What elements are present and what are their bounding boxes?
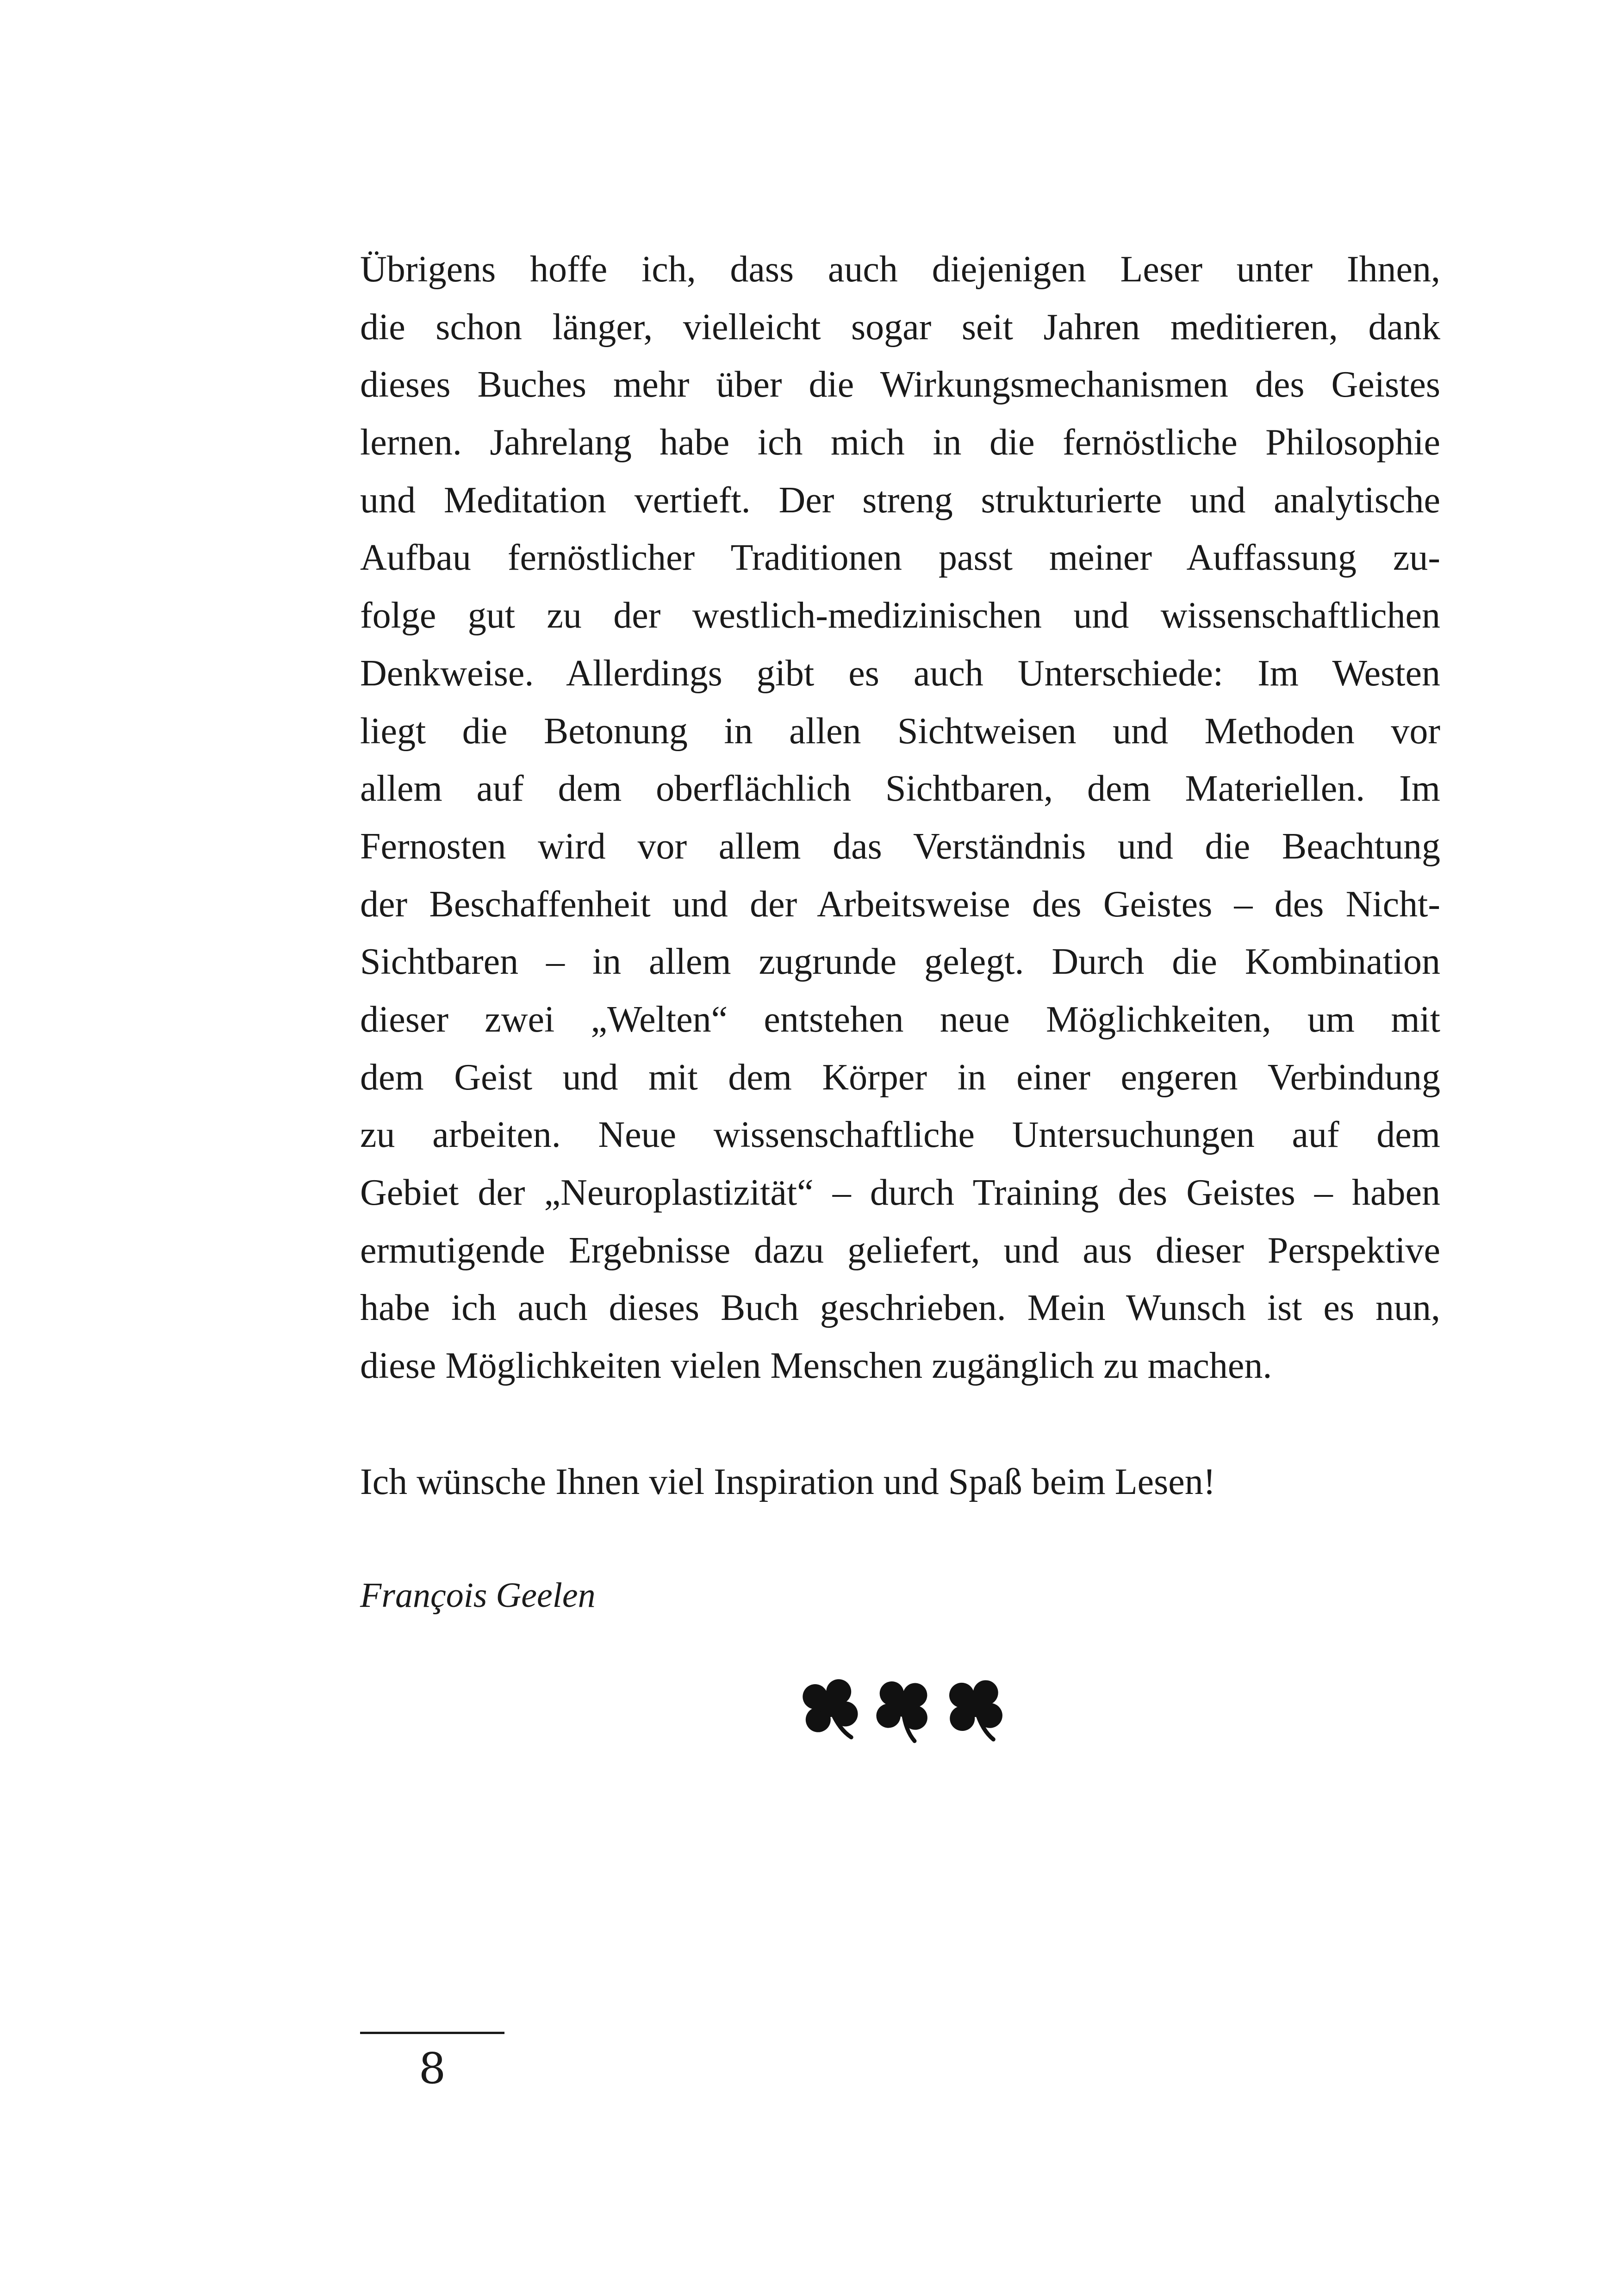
text-line: die schon länger, vielleicht sogar seit Jahren meditieren, dank: [360, 306, 1440, 348]
text-line: und Meditation vertieft. Der streng strukturierte und analytische: [360, 479, 1440, 521]
text-line: dem Geist und mit dem Körper in einer engeren Verbindung: [360, 1057, 1440, 1098]
text-line: allem auf dem oberflächlich Sichtbaren, dem Materiellen. Im: [360, 768, 1440, 809]
text-line: Fernosten wird vor allem das Verständnis und die Beachtung: [360, 826, 1440, 867]
text-line: Denkweise. Allerdings gibt es auch Unterschiede: Im Westen: [360, 653, 1440, 694]
text-line: Sichtbaren – in allem zugrunde gelegt. Durch die Kombination: [360, 941, 1440, 983]
page-number: 8: [418, 2044, 446, 2093]
text-line: lernen. Jahrelang habe ich mich in die fernöstliche Philosophie: [360, 422, 1440, 463]
text-line: habe ich auch dieses Buch geschrieben. Mein Wunsch ist es nun,: [360, 1288, 1440, 1329]
text-line: dieser zwei „Welten“ entstehen neue Möglichkeiten, um mit: [360, 999, 1440, 1040]
text-line: diese Möglichkeiten vielen Menschen zugänglich zu machen.: [360, 1345, 1272, 1387]
text-line: Gebiet der „Neuroplastizität“ – durch Training des Geistes – haben: [360, 1172, 1440, 1213]
body-text: [360, 241, 1440, 1395]
text-line: der Beschaffenheit und der Arbeitsweise des Geistes – des Nicht-: [360, 884, 1440, 925]
text-line: Übrigens hoffe ich, dass auch diejenigen Leser unter Ihnen,: [360, 249, 1440, 290]
footer-rule: [360, 2032, 504, 2034]
text-line: zu arbeiten. Neue wissenschaftliche Untersuchungen auf dem: [360, 1114, 1440, 1156]
text-line: dieses Buches mehr über die Wirkungsmechanismen des Geistes: [360, 364, 1440, 405]
text-line: Aufbau fernöstlicher Traditionen passt meiner Auffassung zu-: [360, 537, 1440, 579]
three-clover-leaves-icon: [794, 1666, 1011, 1749]
text-line: liegt die Betonung in allen Sichtweisen und Methoden vor: [360, 710, 1440, 752]
text-line: ermutigende Ergebnisse dazu geliefert, und aus dieser Perspektive: [360, 1230, 1440, 1271]
text-line: folge gut zu der westlich-medizinischen und wissenschaftlichen: [360, 595, 1440, 636]
closing-sentence: Ich wünsche Ihnen viel Inspiration und Spaß beim Lesen!: [360, 1462, 1216, 1502]
author-signature: François Geelen: [360, 1576, 596, 1615]
